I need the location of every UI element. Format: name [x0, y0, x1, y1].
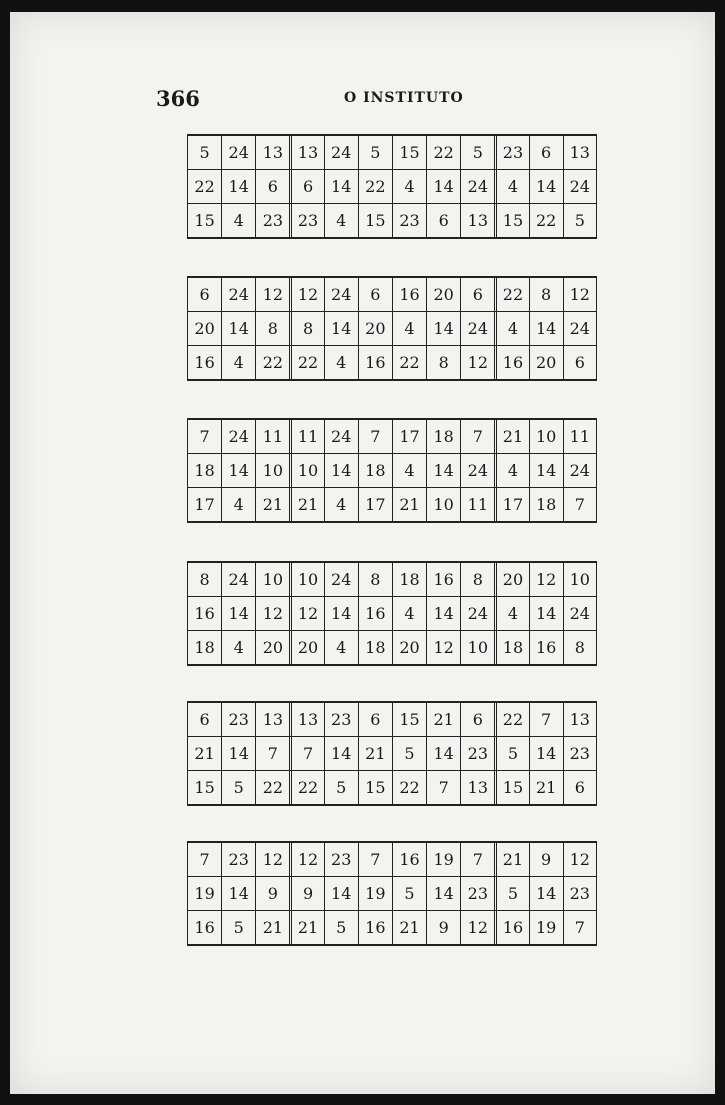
table-cell: 9: [255, 877, 289, 910]
table-cell: 6: [460, 278, 494, 311]
table-cell: 22: [289, 346, 323, 379]
table-cell: 24: [324, 278, 358, 311]
table-cell: 8: [358, 563, 392, 596]
table-cell: 17: [392, 420, 426, 453]
table-cell: 18: [392, 563, 426, 596]
table-cell: 21: [187, 737, 221, 770]
table-cell: 5: [358, 136, 392, 169]
table-cell: 5: [324, 771, 358, 804]
number-table: [187, 841, 597, 946]
table-cell: 22: [255, 346, 289, 379]
table-row: [187, 630, 597, 664]
table-cell: 6: [358, 703, 392, 736]
table-cell: 24: [460, 597, 494, 630]
table-cell: 22: [392, 771, 426, 804]
table-cell: 6: [460, 703, 494, 736]
table-cell: 4: [494, 312, 528, 345]
table-cell: 15: [494, 771, 528, 804]
table-cell: 14: [221, 170, 255, 203]
table-cell: 24: [324, 420, 358, 453]
table-cell: 8: [289, 312, 323, 345]
table-cell: 22: [255, 771, 289, 804]
table-cell: 11: [255, 420, 289, 453]
table-cell: 16: [426, 563, 460, 596]
table-row: [187, 420, 597, 453]
table-cell: 20: [529, 346, 563, 379]
table-row: [187, 311, 597, 345]
table-cell: 8: [426, 346, 460, 379]
table-cell: 20: [289, 631, 323, 664]
table-cell: 22: [426, 136, 460, 169]
table-cell: 12: [289, 597, 323, 630]
table-cell: 14: [426, 312, 460, 345]
table-cell: 11: [289, 420, 323, 453]
number-table: [187, 561, 597, 666]
table-cell: 16: [494, 911, 528, 944]
table-row: [187, 453, 597, 487]
table-cell: 4: [494, 170, 528, 203]
table-cell: 5: [563, 204, 597, 237]
table-cell: 6: [187, 703, 221, 736]
table-cell: 22: [494, 703, 528, 736]
table-cell: 5: [392, 737, 426, 770]
table-cell: 10: [289, 454, 323, 487]
table-cell: 20: [187, 312, 221, 345]
page-number: 366: [156, 86, 200, 111]
table-cell: 5: [494, 737, 528, 770]
table-cell: 20: [426, 278, 460, 311]
table-cell: 10: [460, 631, 494, 664]
table-cell: 14: [221, 312, 255, 345]
table-cell: 5: [221, 911, 255, 944]
table-cell: 23: [563, 877, 597, 910]
table-cell: 11: [563, 420, 597, 453]
table-cell: 19: [426, 843, 460, 876]
table-cell: 14: [324, 312, 358, 345]
table-cell: 24: [221, 420, 255, 453]
table-cell: 12: [255, 278, 289, 311]
table-cell: 8: [187, 563, 221, 596]
table-cell: 9: [426, 911, 460, 944]
table-cell: 15: [392, 136, 426, 169]
running-title: O INSTITUTO: [344, 90, 464, 106]
table-cell: 15: [187, 204, 221, 237]
table-cell: 6: [426, 204, 460, 237]
table-cell: 16: [358, 597, 392, 630]
table-cell: 15: [187, 771, 221, 804]
table-cell: 7: [358, 420, 392, 453]
table-cell: 6: [255, 170, 289, 203]
table-cell: 18: [187, 631, 221, 664]
table-cell: 16: [529, 631, 563, 664]
table-cell: 4: [221, 488, 255, 521]
table-cell: 14: [324, 597, 358, 630]
table-cell: 4: [392, 170, 426, 203]
table-cell: 16: [392, 278, 426, 311]
number-table: [187, 701, 597, 806]
table-cell: 24: [563, 312, 597, 345]
table-cell: 4: [324, 346, 358, 379]
table-row: [187, 770, 597, 804]
table-cell: 13: [255, 703, 289, 736]
table-cell: 4: [392, 454, 426, 487]
table-cell: 18: [187, 454, 221, 487]
table-cell: 12: [460, 346, 494, 379]
table-cell: 23: [460, 737, 494, 770]
table-cell: 22: [187, 170, 221, 203]
table-cell: 5: [221, 771, 255, 804]
table-cell: 21: [255, 911, 289, 944]
table-cell: 20: [255, 631, 289, 664]
table-cell: 7: [529, 703, 563, 736]
table-cell: 23: [324, 703, 358, 736]
table-cell: 18: [426, 420, 460, 453]
table-cell: 13: [563, 136, 597, 169]
table-cell: 13: [460, 204, 494, 237]
table-cell: 14: [529, 312, 563, 345]
table-cell: 21: [289, 488, 323, 521]
table-cell: 13: [563, 703, 597, 736]
table-cell: 17: [187, 488, 221, 521]
table-cell: 11: [460, 488, 494, 521]
table-cell: 12: [563, 843, 597, 876]
table-cell: 21: [494, 420, 528, 453]
table-cell: 14: [221, 877, 255, 910]
table-cell: 5: [187, 136, 221, 169]
table-cell: 16: [187, 597, 221, 630]
table-cell: 21: [529, 771, 563, 804]
table-row: [187, 487, 597, 521]
table-cell: 22: [494, 278, 528, 311]
table-cell: 4: [392, 312, 426, 345]
table-cell: 7: [187, 420, 221, 453]
table-cell: 14: [426, 170, 460, 203]
table-cell: 14: [324, 454, 358, 487]
table-row: [187, 169, 597, 203]
table-row: [187, 203, 597, 237]
table-cell: 14: [529, 737, 563, 770]
table-cell: 24: [563, 597, 597, 630]
table-cell: 19: [529, 911, 563, 944]
table-row: [187, 910, 597, 944]
table-row: [187, 136, 597, 169]
table-cell: 12: [289, 843, 323, 876]
table-cell: 10: [426, 488, 460, 521]
table-cell: 15: [358, 204, 392, 237]
table-cell: 24: [324, 136, 358, 169]
table-cell: 7: [358, 843, 392, 876]
table-cell: 16: [187, 911, 221, 944]
table-cell: 13: [255, 136, 289, 169]
number-table: [187, 276, 597, 381]
table-cell: 14: [324, 737, 358, 770]
table-cell: 23: [221, 843, 255, 876]
table-cell: 17: [358, 488, 392, 521]
table-cell: 24: [460, 170, 494, 203]
table-cell: 7: [187, 843, 221, 876]
book-page: [10, 12, 715, 1094]
table-cell: 23: [289, 204, 323, 237]
table-cell: 7: [563, 911, 597, 944]
table-cell: 24: [460, 454, 494, 487]
table-cell: 21: [392, 911, 426, 944]
table-cell: 12: [255, 843, 289, 876]
table-cell: 13: [289, 703, 323, 736]
table-cell: 10: [529, 420, 563, 453]
table-cell: 20: [358, 312, 392, 345]
table-cell: 4: [324, 631, 358, 664]
table-cell: 7: [563, 488, 597, 521]
table-cell: 6: [563, 346, 597, 379]
table-cell: 15: [358, 771, 392, 804]
table-cell: 4: [324, 488, 358, 521]
table-cell: 13: [460, 771, 494, 804]
table-cell: 16: [392, 843, 426, 876]
page-header: [10, 86, 715, 114]
table-cell: 14: [426, 737, 460, 770]
table-cell: 7: [255, 737, 289, 770]
table-cell: 23: [324, 843, 358, 876]
table-cell: 21: [358, 737, 392, 770]
table-cell: 14: [529, 170, 563, 203]
table-cell: 14: [324, 170, 358, 203]
table-cell: 24: [563, 170, 597, 203]
table-cell: 4: [324, 204, 358, 237]
table-cell: 14: [426, 454, 460, 487]
table-cell: 23: [494, 136, 528, 169]
table-cell: 8: [563, 631, 597, 664]
table-cell: 16: [187, 346, 221, 379]
table-cell: 9: [529, 843, 563, 876]
number-table: [187, 134, 597, 239]
number-table: [187, 418, 597, 523]
table-cell: 6: [529, 136, 563, 169]
table-cell: 18: [358, 454, 392, 487]
table-cell: 22: [392, 346, 426, 379]
table-cell: 14: [529, 597, 563, 630]
table-cell: 14: [221, 737, 255, 770]
table-cell: 12: [289, 278, 323, 311]
table-row: [187, 563, 597, 596]
table-cell: 16: [494, 346, 528, 379]
table-cell: 14: [426, 877, 460, 910]
table-cell: 24: [460, 312, 494, 345]
table-cell: 10: [255, 454, 289, 487]
table-cell: 9: [289, 877, 323, 910]
table-cell: 12: [563, 278, 597, 311]
table-row: [187, 596, 597, 630]
table-cell: 21: [392, 488, 426, 521]
table-cell: 6: [358, 278, 392, 311]
table-cell: 15: [494, 204, 528, 237]
table-cell: 8: [255, 312, 289, 345]
table-cell: 10: [289, 563, 323, 596]
table-cell: 14: [426, 597, 460, 630]
table-cell: 15: [392, 703, 426, 736]
table-cell: 17: [494, 488, 528, 521]
table-cell: 8: [460, 563, 494, 596]
table-cell: 16: [358, 346, 392, 379]
table-cell: 4: [221, 346, 255, 379]
table-cell: 22: [289, 771, 323, 804]
table-cell: 18: [529, 488, 563, 521]
table-cell: 24: [221, 136, 255, 169]
table-cell: 23: [255, 204, 289, 237]
table-cell: 23: [392, 204, 426, 237]
table-cell: 5: [324, 911, 358, 944]
table-cell: 5: [392, 877, 426, 910]
table-cell: 10: [563, 563, 597, 596]
table-cell: 16: [358, 911, 392, 944]
table-cell: 21: [289, 911, 323, 944]
table-row: [187, 736, 597, 770]
table-row: [187, 345, 597, 379]
table-cell: 7: [460, 843, 494, 876]
table-cell: 14: [324, 877, 358, 910]
table-cell: 19: [358, 877, 392, 910]
table-cell: 21: [494, 843, 528, 876]
table-cell: 7: [289, 737, 323, 770]
table-cell: 12: [529, 563, 563, 596]
table-cell: 14: [529, 877, 563, 910]
table-cell: 4: [494, 454, 528, 487]
table-cell: 7: [426, 771, 460, 804]
table-cell: 20: [392, 631, 426, 664]
table-cell: 4: [221, 204, 255, 237]
table-cell: 23: [563, 737, 597, 770]
table-cell: 24: [221, 563, 255, 596]
table-cell: 12: [255, 597, 289, 630]
table-row: [187, 703, 597, 736]
table-cell: 20: [494, 563, 528, 596]
table-cell: 4: [494, 597, 528, 630]
table-cell: 6: [289, 170, 323, 203]
table-cell: 22: [358, 170, 392, 203]
table-cell: 12: [460, 911, 494, 944]
table-cell: 10: [255, 563, 289, 596]
table-cell: 21: [255, 488, 289, 521]
table-cell: 23: [460, 877, 494, 910]
table-cell: 6: [563, 771, 597, 804]
table-row: [187, 876, 597, 910]
table-cell: 24: [324, 563, 358, 596]
table-cell: 6: [187, 278, 221, 311]
table-row: [187, 278, 597, 311]
table-cell: 24: [221, 278, 255, 311]
table-row: [187, 843, 597, 876]
table-cell: 14: [221, 597, 255, 630]
table-cell: 19: [187, 877, 221, 910]
table-cell: 5: [460, 136, 494, 169]
table-cell: 18: [358, 631, 392, 664]
table-cell: 22: [529, 204, 563, 237]
table-cell: 23: [221, 703, 255, 736]
table-cell: 8: [529, 278, 563, 311]
table-cell: 18: [494, 631, 528, 664]
table-cell: 12: [426, 631, 460, 664]
table-cell: 14: [221, 454, 255, 487]
table-cell: 13: [289, 136, 323, 169]
table-cell: 14: [529, 454, 563, 487]
table-cell: 7: [460, 420, 494, 453]
table-cell: 4: [392, 597, 426, 630]
table-cell: 21: [426, 703, 460, 736]
table-cell: 5: [494, 877, 528, 910]
table-cell: 4: [221, 631, 255, 664]
table-cell: 24: [563, 454, 597, 487]
